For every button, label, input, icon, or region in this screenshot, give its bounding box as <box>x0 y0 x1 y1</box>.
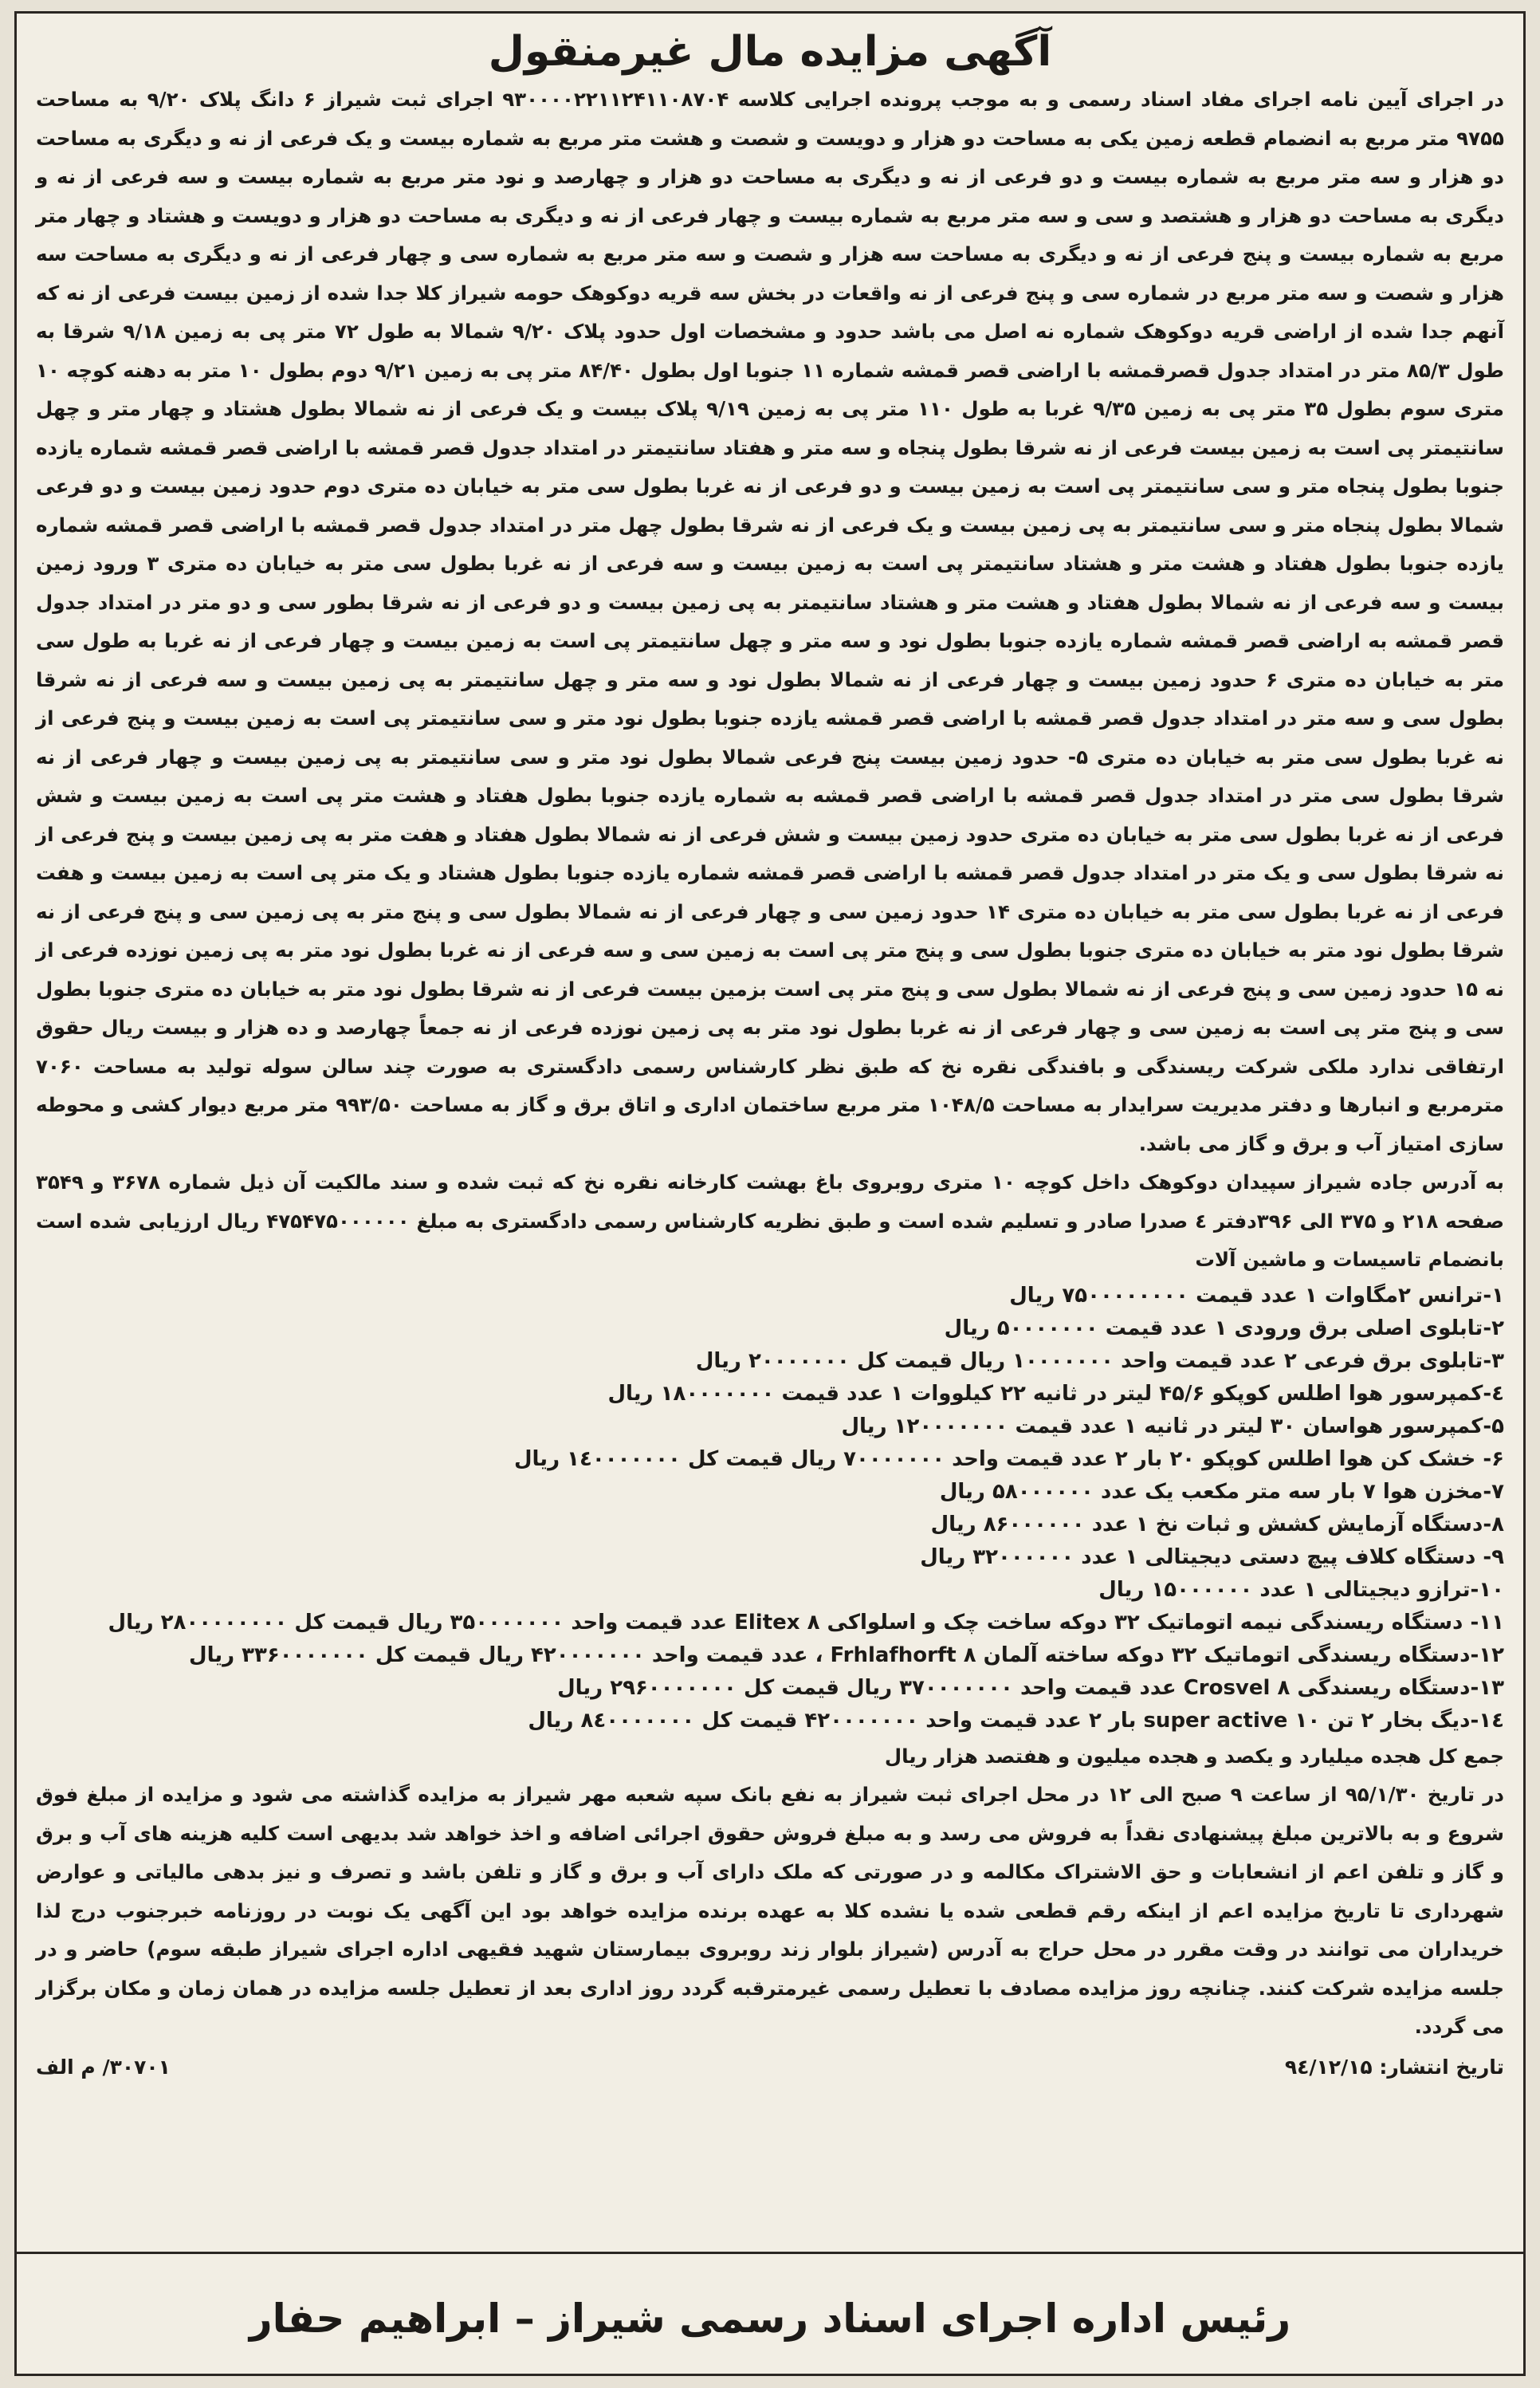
list-item: ۷-مخزن هوا ۷ بار سه متر مکعب یک عدد ۵۸۰۰۰۰۰۰ ریال <box>939 1479 1504 1504</box>
notice-content <box>17 81 1523 2083</box>
date-row <box>36 2052 1504 2083</box>
signature: رئیس اداره اجرای اسناد رسمی شیراز – ابراهیم حفار <box>249 2296 1291 2342</box>
list-item: ۳-تابلوی برق فرعی ۲ عدد قیمت واحد ۱۰۰۰۰۰۰۰ ریال قیمت کل ۲۰۰۰۰۰۰۰ ریال <box>695 1348 1504 1373</box>
publish-date: تاریخ انتشار: ۹٤/۱۲/۱۵ <box>1284 2055 1504 2079</box>
list-item: ۲-تابلوی اصلی برق ورودی ۱ عدد قیمت ۵۰۰۰۰۰۰۰ ریال <box>944 1316 1504 1340</box>
total-line: جمع کل هجده میلیارد و یکصد و هجده میلیون و هفتصد هزار ریال <box>884 1744 1504 1768</box>
list-item: ۶- خشک کن هوا اطلس کوپکو ۲۰ بار ۲ عدد قیمت واحد ۷۰۰۰۰۰۰۰ ریال قیمت کل ۱٤۰۰۰۰۰۰۰ ریال <box>513 1446 1504 1471</box>
notice-code: ۳۰۷۰۱/ م الف <box>36 2055 171 2079</box>
notice-title: آگهی مزایده مال غیرمنقول <box>488 28 1052 76</box>
divider <box>17 2252 1523 2254</box>
notice-sheet <box>14 11 1526 2376</box>
list-item: ۹- دستگاه کلاف پیچ دستی دیجیتالی ۱ عدد ۳۲۰۰۰۰۰۰ ریال <box>920 1544 1504 1569</box>
list-item: ۱۰-ترازو دیجیتالی ۱ عدد ۱۵۰۰۰۰۰۰ ریال <box>1098 1577 1504 1602</box>
list-item: ٤-کمپرسور هوا اطلس کوپکو ۴۵/۶ لیتر در ثانیه ۲۲ کیلووات ۱ عدد قیمت ۱۸۰۰۰۰۰۰۰ ریال <box>607 1381 1504 1406</box>
list-item: ۵-کمپرسور هواسان ۳۰ لیتر در ثانیه ۱ عدد قیمت ۱۲۰۰۰۰۰۰۰ ریال <box>841 1414 1504 1438</box>
address-paragraph: به آدرس جاده شیراز سپیدان دوکوهک داخل کوچه ۱۰ متری روبروی باغ بهشت کارخانه نقره نخ که ثبت شده و سند مالکیت آن ذیل شماره ۳۶۷۸ و ۳۵۴۹ صفحه ۲۱۸ و ۳۷۵ الی ۳۹۶دفتر ٤ صدرا صادر و تسلیم شده است و طبق نظریه کارشناس رسمی دادگستری به مبلغ ۴۷۵۴۷۵۰۰۰۰۰۰ ریال ارزیابی شده است بانضمام تاسیسات و ماشین آلات <box>36 1170 1504 1271</box>
list-item: ۱۱- دستگاه ریسندگی نیمه اتوماتیک ۳۲ دوکه ساخت چک و اسلواکی Elitex ۸ عدد قیمت واحد ۳۵۰۰۰۰۰۰۰ ریال قیمت کل ۲۸۰۰۰۰۰۰۰۰ ریال <box>108 1610 1504 1635</box>
list-item: ۱٤-دیگ بخار ۲ تن ۱۰ super active بار ۲ عدد قیمت واحد ۴۲۰۰۰۰۰۰۰ قیمت کل ۸٤۰۰۰۰۰۰۰ ریال <box>528 1708 1504 1733</box>
list-item: ۱۲-دستگاه ریسندگی اتوماتیک ۳۲ دوکه ساخته آلمان Frhlafhorft ۸ ، عدد قیمت واحد ۴۲۰۰۰۰۰۰۰ ریال قیمت کل ۳۳۶۰۰۰۰۰۰۰ ریال <box>189 1642 1504 1667</box>
list-item: ۱۳-دستگاه ریسندگی Crosvel ۸ عدد قیمت واحد ۳۷۰۰۰۰۰۰۰ ریال قیمت کل ۲۹۶۰۰۰۰۰۰۰ ریال <box>557 1675 1504 1700</box>
equipment-list <box>36 1280 1504 1737</box>
list-item: ۸-دستگاه آزمایش کشش و ثبات نخ ۱ عدد ۸۶۰۰۰۰۰۰ ریال <box>930 1512 1504 1536</box>
list-item: ۱-ترانس ۲مگاوات ۱ عدد قیمت ۷۵۰۰۰۰۰۰۰۰ ریال <box>1009 1283 1504 1308</box>
auction-paragraph: در تاریخ ۹۵/۱/۳۰ از ساعت ۹ صبح الی ۱۲ در محل اجرای ثبت شیراز به نفع بانک سپه شعبه مهر شیراز به مزایده گذاشته می شود و مزایده از مبلغ فوق شروع و به بالاترین مبلغ پیشنهادی نقداً به فروش می رسد و به مبلغ فروش حقوق اجرائی اضافه و اخذ خواهد شد بدیهی است کلیه هزینه های آب و برق و گاز و تلفن اعم از انشعابات و حق الاشتراک مکالمه و در صورتی که ملک دارای آب و برق و گاز و تلفن باشد و تصرف و نیز بدهی مالیاتی و عوارض شهرداری تا تاریخ مزایده اعم از اینکه رقم قطعی شده یا نشده کلا به عهده برنده مزایده خواهد بود این آگهی یک نوبت در روزنامه خبرجنوب درج لذا خریداران می توانند در وقت مقرر در محل حراج به آدرس (شیراز بلوار زند روبروی بیمارستان شهید فقیهی اداره اجرای شیراز طبقه سوم) حاضر و در جلسه مزایده شرکت کنند. چنانچه روز مزایده مصادف با تعطیل رسمی غیرمترقبه گردد روز اداری بعد از تعطیل جلسه مزایده در همان زمان و مکان برگزار می گردد. <box>36 1783 1505 2038</box>
intro-paragraph: در اجرای آیین نامه اجرای مفاد اسناد رسمی و به موجب پرونده اجرایی کلاسه ۹۳۰۰۰۰۲۲۱۱۲۴۱۱۰۸۷۰۴ اجرای ثبت شیراز ۶ دانگ پلاک ۹/۲۰ به مساحت ۹۷۵۵ متر مربع به انضمام قطعه زمین یکی به مساحت دو هزار و دویست و شصت و هشت متر مربع به شماره بیست و یک فرعی از نه و دیگری به مساحت دو هزار و سه متر مربع به شماره بیست و دو فرعی از نه و دیگری به مساحت دو هزار و چهارصد و نود متر مربع به شماره بیست و سه فرعی از نه و دیگری به مساحت دو هزار و هشتصد و سی و سه متر مربع به شماره بیست و چهار فرعی از نه و دیگری به مساحت دو هزار و دویست و هشتاد و چهار متر مربع به شماره بیست و پنج فرعی از نه و دیگری به مساحت سه هزار و شصت و سه متر مربع به شماره سی و چهار فرعی از نه و دیگری به مساحت سه هزار و شصت و سه متر مربع در شماره سی و پنج فرعی از نه واقعات در بخش سه قریه دوکوهک حومه شیراز کلا جدا شده از زمین بیست فرعی از نه که آنهم جدا شده از اراضی قریه دوکوهک شماره نه اصل می باشد حدود و مشخصات اول حدود پلاک ۹/۲۰ شمالا به طول ۷۲ متر پی به زمین ۹/۱۸ شرقا به طول ۸۵/۳ متر در امتداد جدول قصرقمشه با اراضی قصر قمشه شماره ۱۱ جنوبا اول بطول ۸۴/۴۰ متر پی به زمین ۹/۲۱ دوم بطول ۱۰ متر به دهنه کوچه ۱۰ متری سوم بطول ۳۵ متر پی به زمین ۹/۳۵ غربا به طول ۱۱۰ متر پی به زمین ۹/۱۹ پلاک بیست و یک فرعی از نه شمالا بطول هشتاد و چهار متر و چهل سانتیمتر پی است به زمین بیست فرعی از نه شرقا بطول پنجاه و سه متر و هفتاد سانتیمتر در امتداد جدول قصر قمشه با اراضی قصر قمشه شماره یازده جنوبا بطول پنجاه متر و سی سانتیمتر پی است به زمین بیست و دو فرعی از نه غربا بطول سی متر به خیابان ده متری دوم حدود زمین بیست و دو فرعی شمالا بطول پنجاه متر و سی سانتیمتر به پی زمین بیست و یک فرعی از نه شرقا بطول چهل متر در امتداد جدول قصر قمشه با اراضی قصر قمشه شماره یازده جنوبا بطول هفتاد و هشت متر و هشتاد سانتیمتر پی است به زمین بیست و سه فرعی از نه غربا بطول سی متر به خیابان ده متری ۳ ورود زمین بیست و سه فرعی از نه شمالا بطول هفتاد و هشت متر و هشتاد سانتیمتر به پی زمین بیست و دو فرعی از نه شرقا بطور سی و دو متر در امتداد جدول قصر قمشه به اراضی قصر قمشه شماره یازده جنوبا بطول نود و سه متر و چهل سانتیمتر پی است به زمین بیست و چهار فرعی از نه غربا به طول سی متر به خیابان ده متری ۶ حدود زمین بیست و چهار فرعی از نه شمالا بطول نود و سه متر و چهل سانتیمتر به پی زمین بیست و سه فرعی از نه شرقا بطول سی و سه متر در امتداد جدول قصر قمشه با اراضی قصر قمشه یازده جنوبا بطول نود متر و سی سانتیمتر پی است به زمین بیست و پنج فرعی از نه غربا بطول سی متر به خیابان ده متری ۵- حدود زمین بیست پنج فرعی شمالا بطول نود متر و سی سانتیمتر به پی زمین بیست و چهار فرعی از نه شرقا بطول سی متر در امتداد جدول قصر قمشه با اراضی قصر قمشه به شماره یازده جنوبا بطول هفتاد و هشت متر پی است به زمین بیست و شش فرعی از نه غربا بطول سی متر به خیابان ده متری حدود زمین بیست و شش فرعی از نه شمالا بطول هفتاد و هفت متر به پی زمین بیست و پنج فرعی از نه شرقا بطول سی و یک متر در امتداد جدول قصر قمشه با اراضی قصر قمشه شماره یازده جنوبا بطول هشتاد و یک متر پی است به زمین بیست و هفت فرعی از نه غربا بطول سی متر به خیابان ده متری ۱۴ حدود زمین سی و چهار فرعی از نه شمالا بطول سی و پنج متر به پی زمین سی و پنج فرعی از نه شرقا بطول نود متر به خیابان ده متری جنوبا بطول سی و پنج متر پی است به زمین سی و سه فرعی از نه غربا بطول نود متر به پی زمین نوزده فرعی از نه ۱۵ حدود زمین سی و پنج فرعی از نه شمالا بطول سی و پنج متر پی است بزمین بیست فرعی از نه شرقا بطول نود متر به خیابان ده متری جنوبا بطول سی و پنج متر پی است به زمین سی و چهار فرعی از نه غربا بطول نود متر به پی زمین نوزده فرعی از نه جمعاً چهارصد و ده هزار و بیست ریال حقوق ارتفاقی ندارد ملکی شرکت ریسندگی و بافندگی نقره نخ که طبق نظر کارشناس رسمی دادگستری به صورت چند سالن سوله تولید به مساحت ۷۰۶۰ مترمربع و انبارها و دفتر مدیریت سرایدار به مساحت ۱۰۴۸/۵ متر مربع ساختمان اداری و اتاق برق و گاز به مساحت ۹۹۳/۵۰ متر مربع دیوار کشی و محوطه سازی امتیاز آب و برق و گاز می باشد. <box>36 88 1505 1155</box>
